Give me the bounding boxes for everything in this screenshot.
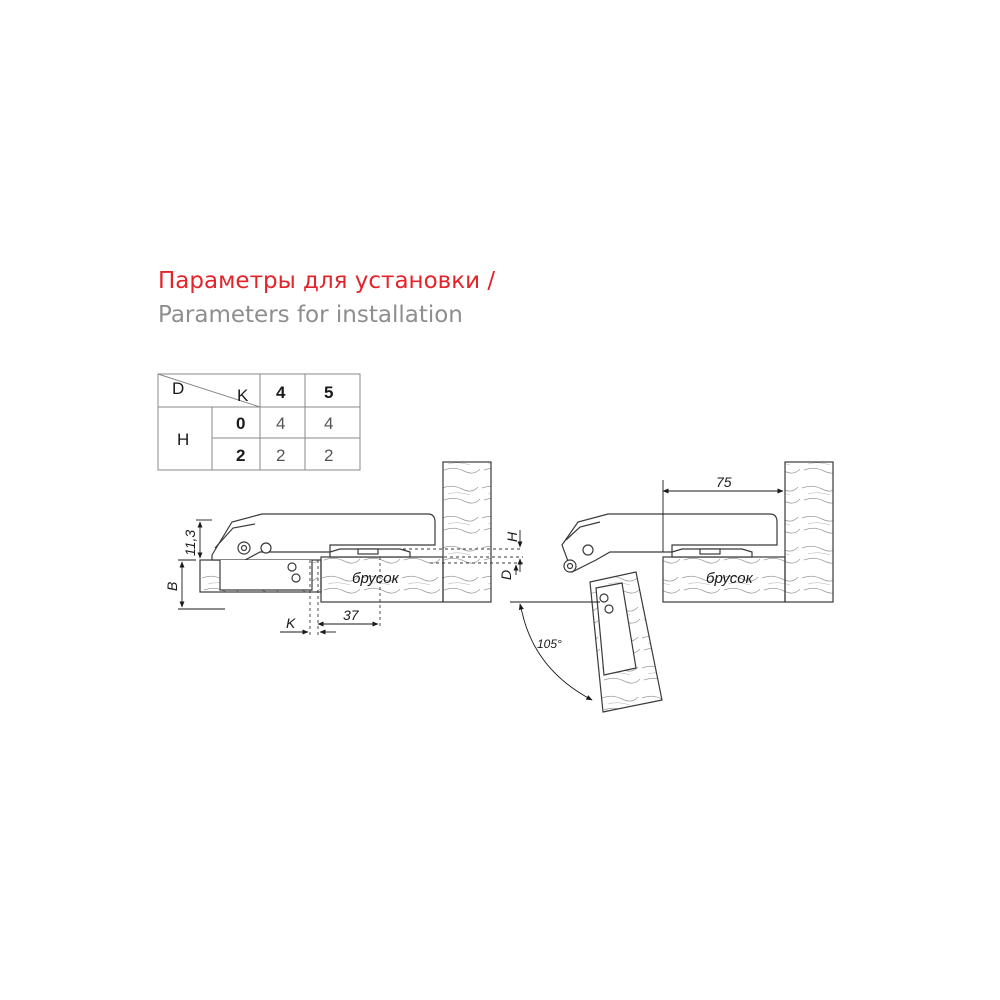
dim-k: K (286, 615, 296, 631)
title-ru: Параметры для установки / (158, 268, 496, 294)
dim-b: B (164, 581, 180, 591)
table-cell: 2 (324, 446, 334, 465)
left-view (200, 462, 491, 602)
table-col-header: 4 (276, 383, 286, 402)
dim-h: H (504, 531, 520, 542)
table-col-header: 5 (324, 383, 334, 402)
table-corner-k: K (237, 386, 249, 405)
table-corner-d: D (172, 379, 185, 398)
angle-105: 105° (537, 637, 562, 651)
table-row-header-h: H (177, 430, 190, 449)
dim-75: 75 (716, 474, 732, 490)
table-row-key: 2 (236, 446, 246, 465)
right-view (562, 462, 833, 712)
block-label-right: брусок (706, 570, 753, 587)
table-row-key: 0 (236, 414, 246, 433)
title-en: Parameters for installation (158, 302, 463, 328)
dim-d: D (498, 569, 514, 580)
dim-11-3: 11,3 (182, 529, 198, 556)
table-cell: 4 (276, 414, 286, 433)
dim-37: 37 (343, 607, 359, 623)
table-cell: 4 (324, 414, 334, 433)
table-cell: 2 (276, 446, 286, 465)
block-label-left: брусок (352, 570, 399, 587)
